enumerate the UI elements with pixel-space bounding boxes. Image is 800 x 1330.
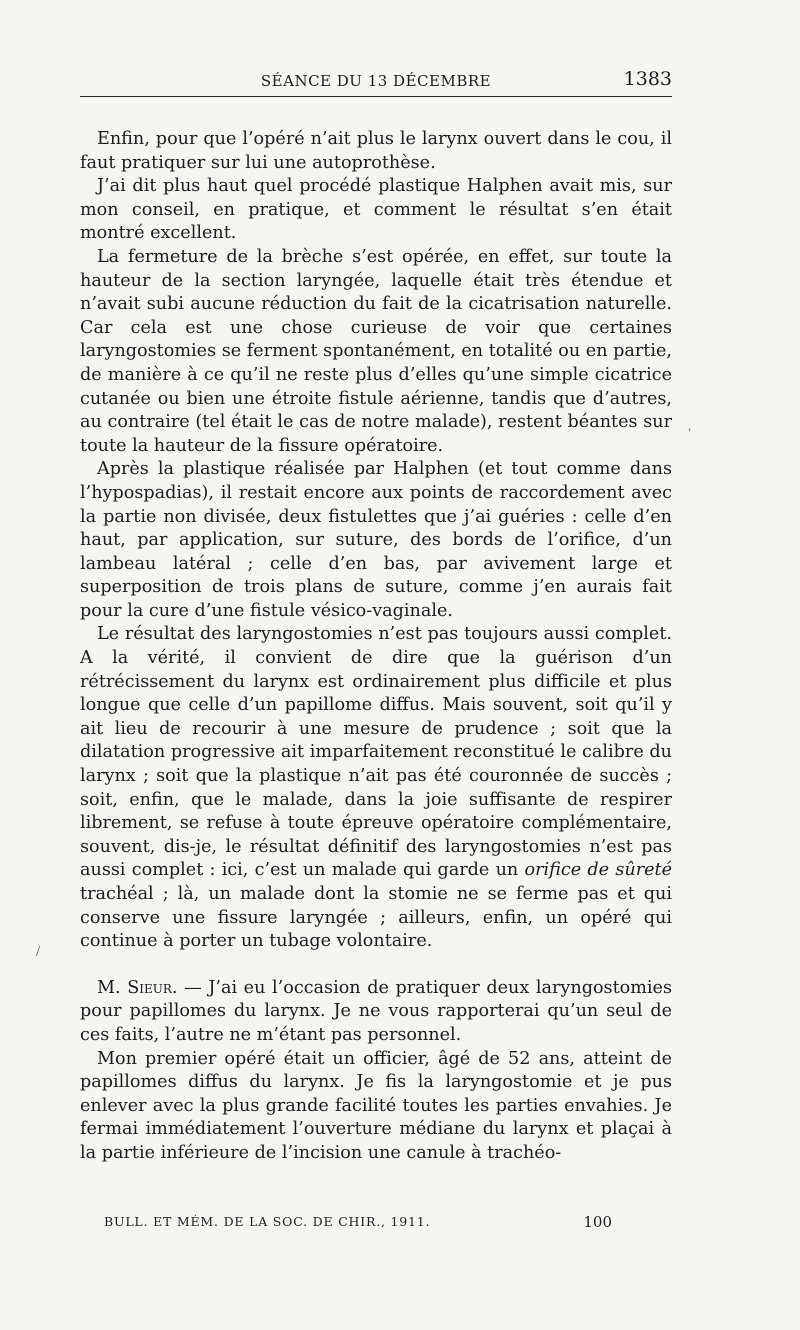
- paragraph-text: trachéal ; là, un malade dont la stomie ne se ferme pas et qui conserve une fissure laryngée ; ailleurs, enfin, un opéré qui continue à porter un tubage volontaire.: [80, 884, 672, 952]
- print-speck: /: [36, 944, 41, 958]
- journal-citation: BULL. ET MÉM. DE LA SOC. DE CHIR., 1911.: [104, 1214, 431, 1229]
- speaker-prefix: M.: [97, 977, 121, 998]
- page-number: 1383: [623, 68, 672, 90]
- running-title: SÉANCE DU 13 DÉCEMBRE: [260, 72, 492, 90]
- speaker-text: — J’ai eu l’occasion de pratiquer deux laryngostomies pour papillomes du larynx. Je ne vous rapporterai qu’un seul de ces faits, l’autre ne m’étant pas personnel.: [80, 977, 673, 1045]
- italic-phrase: orifice de sûreté: [524, 860, 672, 881]
- page-footer: [104, 1214, 612, 1234]
- paragraph-text: Le résultat des laryngostomies n’est pas toujours aussi complet. A la vérité, il convient de dire que la guérison d’un rétrécissement du larynx est ordinairement plus difficile et plus longue que celle d’un papillome diffus. Mais souvent, soit qu’il y ait lieu de recourir à une mesure de prudence ; soit que la dilatation progressive ait imparfaitement reconstitué le calibre du larynx ; soit que la plastique n’ait pas été couronnée de succès ; soit, enfin, que le malade, dans la joie suffisante de respirer librement, se refuse à toute épreuve opératoire complémentaire, souvent, dis-je, le résultat définitif des laryngostomies n’est pas aussi complet : ici, c’est un malade qui garde un: [80, 624, 672, 881]
- page-header: [80, 68, 672, 97]
- body-text: [80, 128, 672, 1166]
- paragraph: Mon premier opéré était un officier, âgé de 52 ans, atteint de papillomes diffus du larynx. Je fis la laryngostomie et je pus enlever avec la plus grande facilité toutes les parties envahies. Je fermai immédiatement l’ouverture médiane du larynx et plaçai à la partie inférieure de l’incision une canule à trachéo-: [80, 1048, 672, 1163]
- speaker-name: Sieur.: [127, 977, 178, 998]
- speaker-paragraph: [80, 977, 672, 1048]
- print-speck: ': [688, 426, 692, 440]
- paragraph: Enfin, pour que l’opéré n’ait plus le larynx ouvert dans le cou, il faut pratiquer sur lui une autoprothèse.: [80, 129, 672, 173]
- signature-number: 100: [583, 1213, 612, 1231]
- paragraph: [80, 623, 672, 953]
- paragraph: J’ai dit plus haut quel procédé plastique Halphen avait mis, sur mon conseil, en pratique, et comment le résultat s’en était montré excellent.: [80, 176, 672, 244]
- paragraph: Après la plastique réalisée par Halphen (et tout comme dans l’hypospadias), il restait encore aux points de raccordement avec la partie non divisée, deux fistulettes que j’ai guéries : celle d’en haut, par application, sur suture, des bords de l’orifice, d’un lambeau latéral ; celle d’en bas, par avivement large et superposition de trois plans de suture, comme j’en aurais fait pour la cure d’une fistule vésico-vaginale.: [80, 459, 672, 621]
- paragraph: La fermeture de la brèche s’est opérée, en effet, sur toute la hauteur de la section laryngée, laquelle était très étendue et n’avait subi aucune réduction du fait de la cicatrisation naturelle. Car cela est une chose curieuse de voir que certaines laryngostomies se ferment spontanément, en totalité ou en partie, de manière à ce qu’il ne reste plus d’elles qu’une simple cicatrice cutanée ou bien une étroite fistule aérienne, tandis que d’autres, au contraire (tel était le cas de notre malade), restent béantes sur toute la hauteur de la fissure opératoire.: [80, 246, 672, 456]
